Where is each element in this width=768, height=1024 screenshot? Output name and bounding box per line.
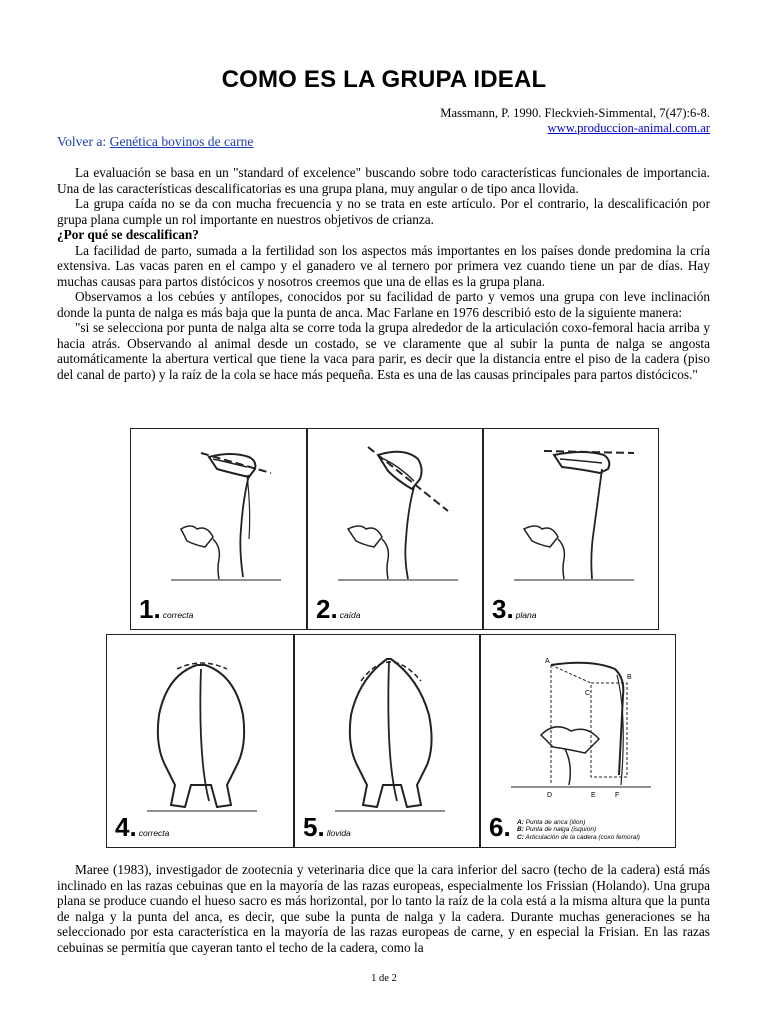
citation-reference: Massmann, P. 1990. Fleckvieh-Simmental, 7(47):6-8.: [440, 106, 710, 120]
figure-panel-5: [294, 634, 480, 848]
citation: [440, 106, 710, 136]
point-label-e: E: [591, 792, 596, 799]
paragraph: Observamos a los cebúes y antílopes, conocidos por su facilidad de parto y vemos una grupa con leve inclinación donde la punta de nalga es más baja que la punta de anca. Mac Farlane en 1976 describió esto de la siguiente manera:: [57, 289, 710, 320]
panel-label: 6.: [489, 812, 511, 842]
figure-panel-2: [307, 428, 483, 630]
figure-panel-1: [130, 428, 307, 630]
panel-label: 3. plana: [492, 594, 537, 624]
paragraph: La evaluación se basa en un "standard of excelence" buscando sobre todo características funcionales de importancia. Una de las características descalificatorias es una grupa plana, muy angular o de tipo anca llovida.: [57, 165, 710, 196]
source-link[interactable]: www.produccion-animal.com.ar: [547, 121, 710, 135]
page-title: COMO ES LA GRUPA IDEAL: [221, 66, 547, 93]
paragraph: La facilidad de parto, sumada a la fertilidad son los aspectos más importantes en los países donde predomina la cría extensiva. Las vacas paren en el campo y el ganadero ve al ternero por primera vez cuando tiene un par de días. Hay muchas causas para partos distócicos y nosotros creemos que una de ellas es la grupa plana.: [57, 242, 710, 289]
point-label-d: D: [547, 792, 553, 799]
back-link[interactable]: Genética bovinos de carne: [109, 134, 254, 149]
point-label-c: C: [585, 690, 591, 697]
panel-label: 2. caída: [316, 594, 361, 624]
point-label-b: B: [627, 674, 632, 681]
point-label-f: F: [615, 792, 620, 799]
panel-label: 1. correcta: [139, 594, 194, 624]
section-heading: ¿Por qué se descalifican?: [57, 227, 199, 242]
back-nav: [57, 134, 253, 150]
figure-panel-6: [480, 634, 676, 848]
point-label-a: A: [545, 658, 550, 665]
paragraph: La grupa caída no se da con mucha frecuencia y no se trata en este artículo. Por el contrario, la descalificación por grupa plana cumple un rol importante en nuestros objetivos de crianza.: [57, 196, 710, 227]
page-number: 1 de 2: [371, 973, 397, 984]
body-text-top: [57, 165, 710, 382]
panel-label: 5. llovida: [303, 812, 351, 842]
figure-legend: A: Punta de anca (ilion) B: Punta de nalga (isquion) C: Articulación de la cadera (coxo femoral): [517, 818, 640, 841]
panel-label: 4. correcta: [115, 812, 170, 842]
body-text-bottom: [57, 862, 710, 955]
figure-panel-3: [483, 428, 659, 630]
back-prefix: Volver a:: [57, 134, 107, 149]
quote-paragraph: "si se selecciona por punta de nalga alta se corre toda la grupa alrededor de la articulación coxo-femoral hacia arriba y hacia atrás. Observando al animal desde un costado, se ve claramente que al subir la punta de nalga se angosta automáticamente la abertura vertical que tiene la vaca para parir, es decir que la distancia entre el piso de la cadera (piso del canal de parto) y la raíz de la cola se hace más pequeña. Esta es una de las causas principales para partos distócicos.": [57, 320, 710, 382]
paragraph: Maree (1983), investigador de zootecnia y veterinaria dice que la cara inferior del sacro (techo de la cadera) está más inclinado en las razas cebuinas que en la mayoría de las razas europeas, especialmente los Frissian (Holando). Una grupa plana se produce cuando el hueso sacro es más horizontal, por lo tanto la raíz de la cola está a la misma altura que la punta de nalga y la punta del anca, es decir, que sube la punta de nalga y la cadera. Durante muchas generaciones se ha seleccionado por esta característica en la mayoría de las razas europeas de carne, y en especial la Frisian. En las razas cebuinas se permitía que cayeran tanto el techo de la cadera, como la: [57, 862, 710, 955]
figure-panel-4: [106, 634, 294, 848]
rump-figure: [106, 428, 712, 848]
